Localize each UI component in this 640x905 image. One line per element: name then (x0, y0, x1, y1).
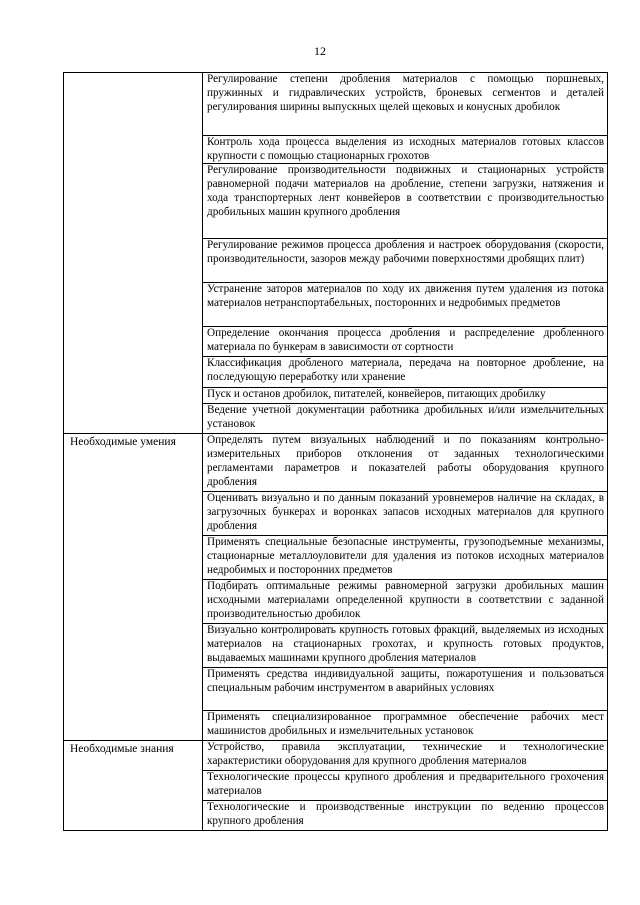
list-item: Применять средства индивидуальной защиты, пожаротушения и пользоваться специальным рабочим инструментом в аварийных условиях (203, 668, 607, 711)
section-row-knowledge (64, 741, 608, 831)
section-row-labor-actions (64, 73, 608, 434)
list-item: Визуально контролировать крупность готовых фракций, выделяемых из исходных материалов на стационарных грохотах, и крупность готовых продуктов, выдаваемых машинами крупного дробления материалов (203, 624, 607, 668)
section-label: Необходимые умения (70, 436, 176, 448)
section-label (64, 73, 202, 74)
list-item: Подбирать оптимальные режимы равномерной загрузки дробильных машин исходными материалами определенной крупности в соответствии с заданной производительностью дробилок (203, 580, 607, 624)
section-label-cell (64, 73, 203, 434)
section-items-cell (203, 73, 608, 434)
list-item: Оценивать визуально и по данным показаний уровнемеров наличие на складах, в загрузочных бункерах и воронках запасов исходных материалов для крупного дробления (203, 492, 607, 536)
page-number: 12 (314, 44, 326, 58)
list-item: Технологические процессы крупного дробления и предварительного грохочения материалов (203, 771, 607, 801)
list-item: Определять путем визуальных наблюдений и по показаниям контрольно-измерительных приборов отклонения от заданных технологическими регламентами параметров и показателей работы оборудования крупного дробления (203, 434, 607, 492)
list-item: Устранение заторов материалов по ходу их движения путем удаления из потока материалов нетранспортабельных, посторонних и недробимых предметов (203, 283, 607, 327)
section-label-cell (64, 741, 203, 831)
list-item: Устройство, правила эксплуатации, технические и технологические характеристики оборудования для крупного дробления материалов (203, 741, 607, 771)
section-items-cell (203, 741, 608, 831)
list-item: Применять специализированное программное обеспечение рабочих мест машинистов дробильных и измельчительных установок (207, 711, 604, 737)
list-item: Регулирование степени дробления материалов с помощью поршневых, пружинных и гидравлических устройств, броневых сегментов и деталей регулирования ширины выпускных щелей щековых и конусных дробилок (203, 73, 607, 136)
section-label-cell (64, 434, 203, 741)
list-item: Ведение учетной документации работника дробильных и/или измельчительных установок (207, 404, 604, 430)
list-item: Регулирование производительности подвижных и стационарных устройств равномерной подачи материалов на дробление, степени загрузки, натяжения и хода транспортерных лент конвейеров в соответствии с производительностью дробильных машин крупного дробления (203, 164, 607, 239)
qualification-table (63, 72, 608, 831)
list-item: Технологические и производственные инструкции по ведению процессов крупного дробления (207, 801, 604, 827)
list-item: Определение окончания процесса дробления и распределение дробленного материала по бункерам в зависимости от сортности (203, 327, 607, 357)
list-item: Контроль хода процесса выделения из исходных материалов готовых классов крупности с помощью стационарных грохотов (203, 136, 607, 164)
list-item: Классификация дробленого материала, передача на повторное дробление, на последующую переработку или хранение (203, 357, 607, 388)
list-item: Пуск и останов дробилок, питателей, конвейеров, питающих дробилку (203, 388, 607, 404)
list-item: Регулирование режимов процесса дробления и настроек оборудования (скорости, производительности, зазоров между рабочими поверхностями дробящих плит) (203, 239, 607, 283)
section-row-skills (64, 434, 608, 741)
section-label: Необходимые знания (70, 743, 174, 755)
section-items-cell (203, 434, 608, 741)
list-item: Применять специальные безопасные инструменты, грузоподъемные механизмы, стационарные металлоуловители для удаления из потоков исходных материалов недробимых и посторонних предметов (203, 536, 607, 580)
